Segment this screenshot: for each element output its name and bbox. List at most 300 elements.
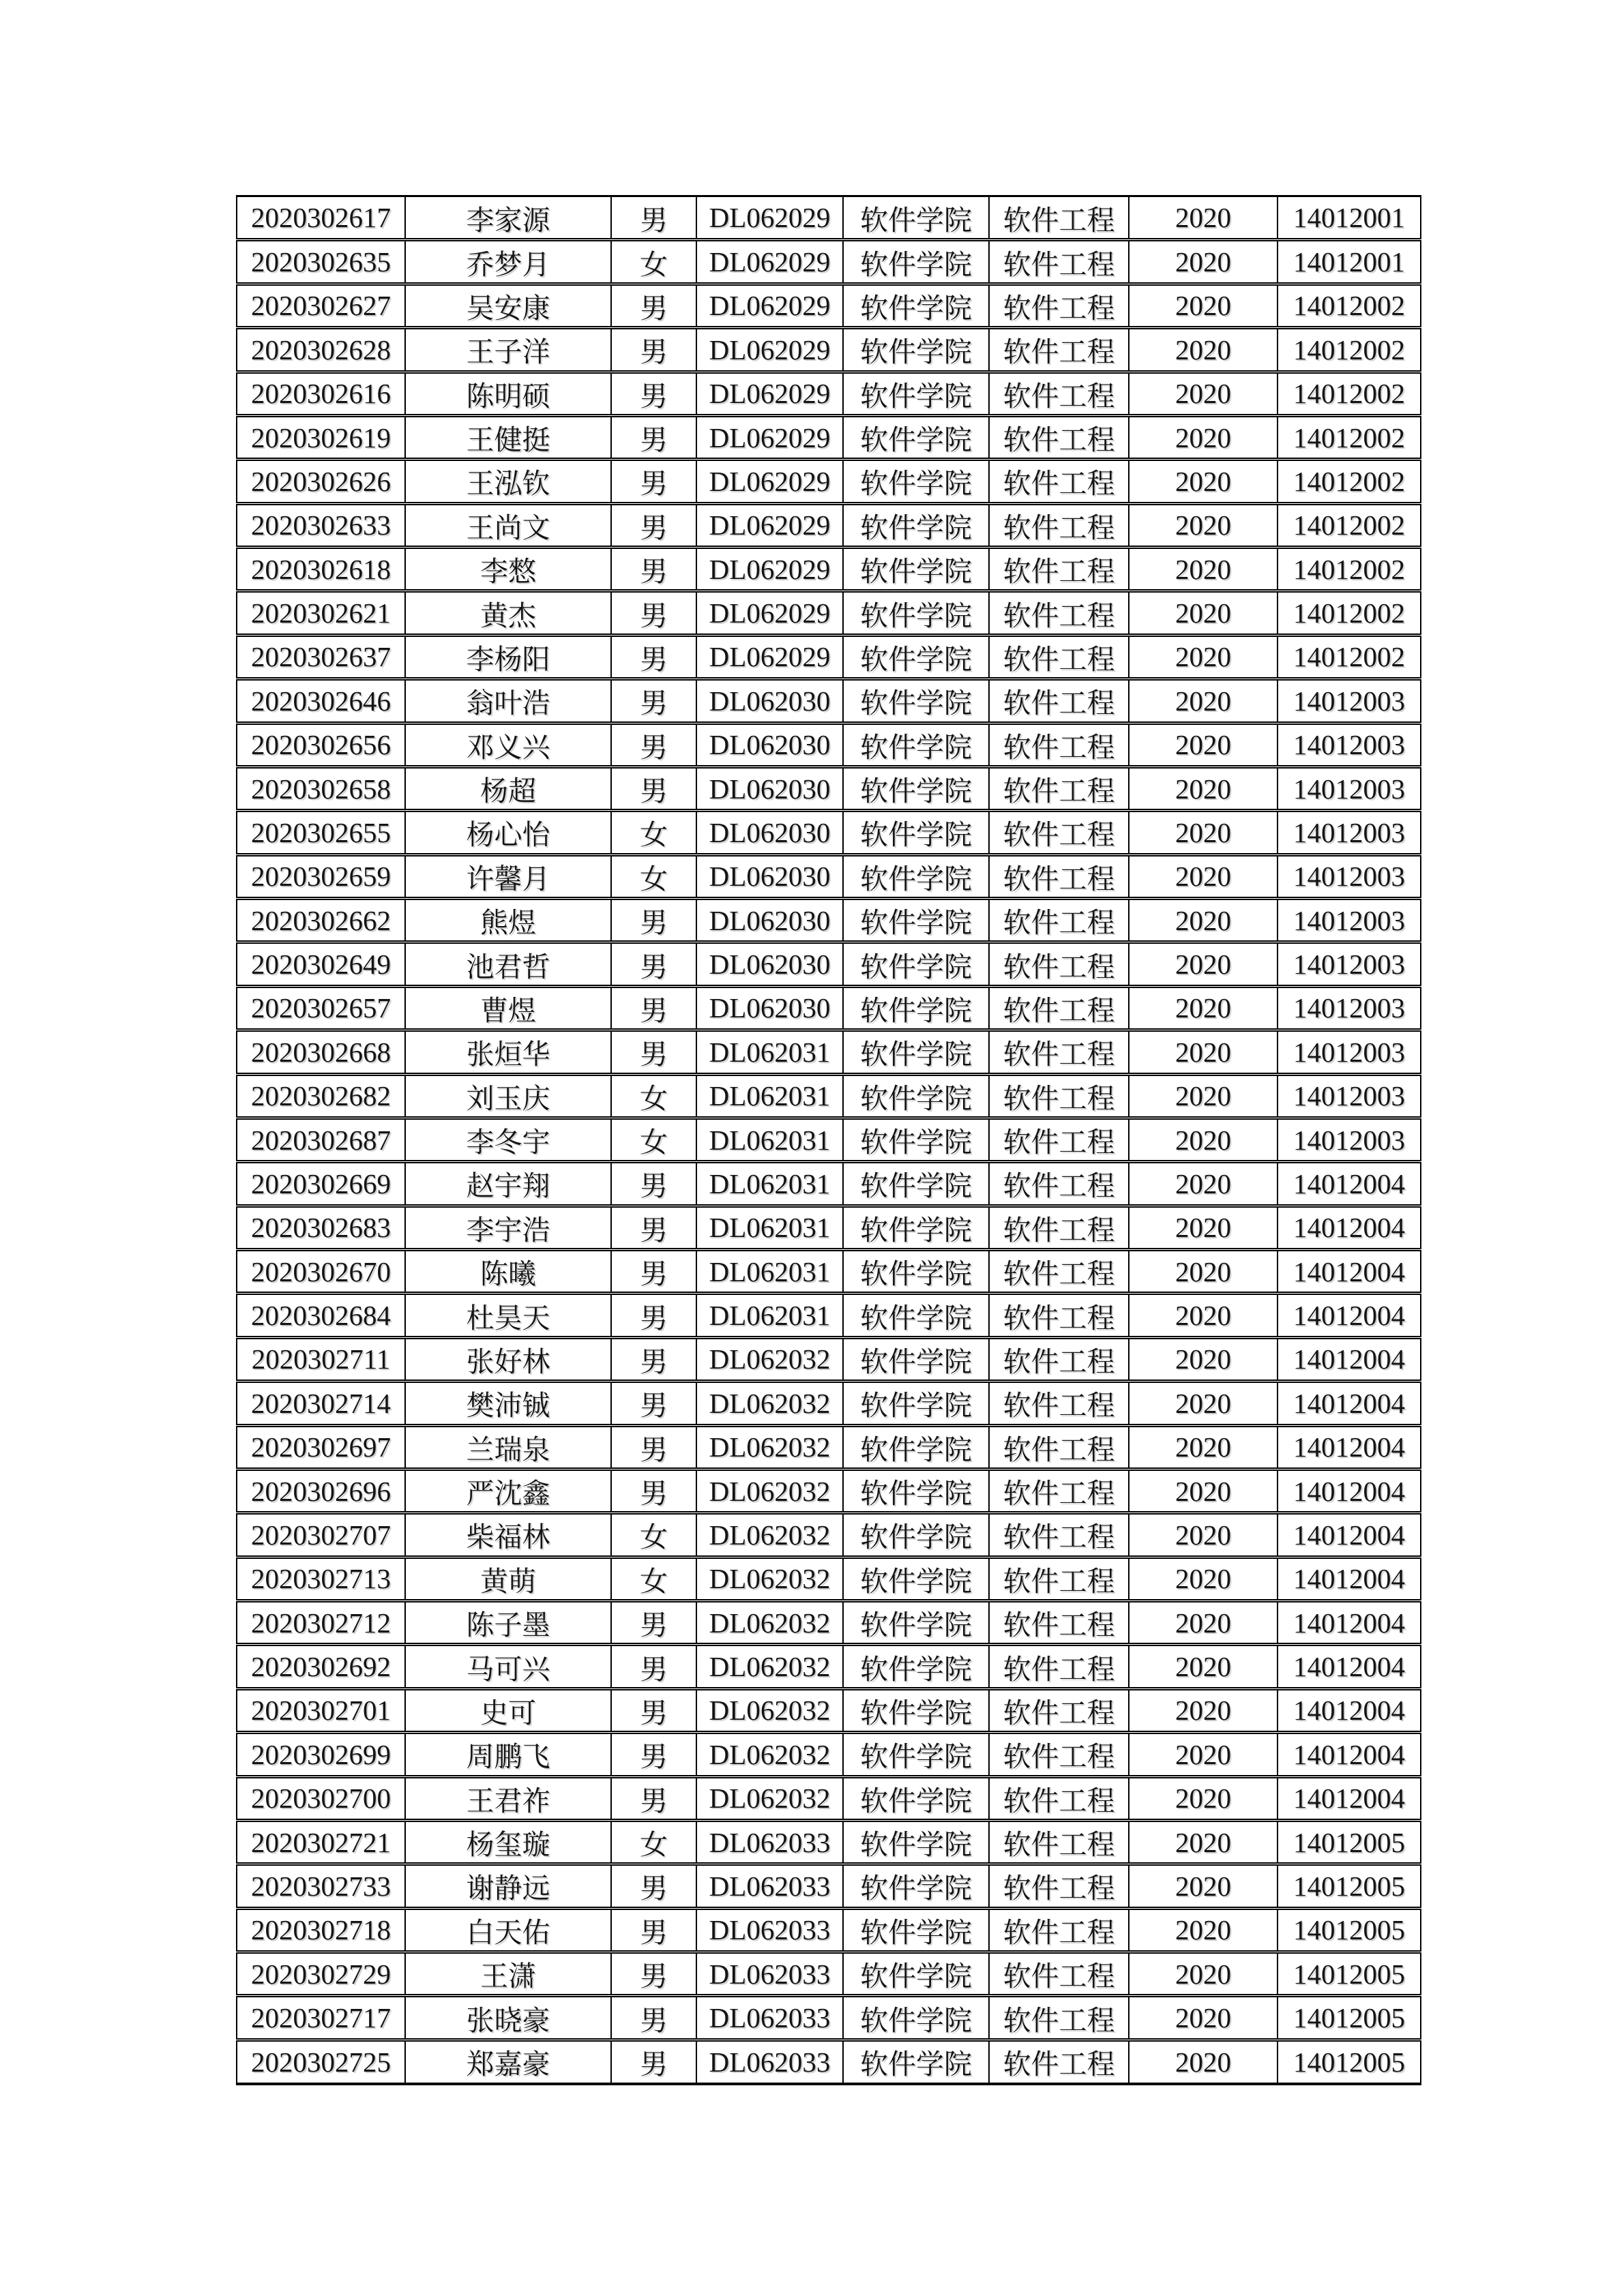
table-cell: 2020302618 bbox=[237, 548, 405, 591]
table-cell: 软件学院 bbox=[843, 1820, 989, 1864]
table-cell: 2020302619 bbox=[237, 415, 405, 459]
table-cell: 14012005 bbox=[1278, 1952, 1421, 1996]
table-cell: 2020 bbox=[1129, 766, 1278, 810]
table-cell: 软件学院 bbox=[843, 986, 989, 1030]
table-cell: 软件学院 bbox=[843, 328, 989, 372]
table-cell: 2020 bbox=[1129, 1206, 1278, 1249]
table-cell: DL062029 bbox=[696, 284, 843, 327]
table-cell: DL062032 bbox=[696, 1513, 843, 1557]
table-cell: DL062031 bbox=[696, 1250, 843, 1294]
table-cell: 2020302717 bbox=[237, 1996, 405, 2040]
table-cell: 赵宇翔 bbox=[405, 1162, 611, 1206]
table-cell: 软件学院 bbox=[843, 766, 989, 810]
table-cell: 2020302670 bbox=[237, 1250, 405, 1294]
table-cell: 2020 bbox=[1129, 240, 1278, 284]
table-cell: 2020 bbox=[1129, 1469, 1278, 1512]
table-cell: 软件工程 bbox=[989, 635, 1129, 679]
table-row bbox=[237, 1820, 1421, 1864]
table-row bbox=[237, 1601, 1421, 1645]
table-cell: 男 bbox=[611, 1601, 696, 1645]
table-cell: 14012005 bbox=[1278, 2040, 1421, 2084]
table-cell: 男 bbox=[611, 766, 696, 810]
table-cell: 男 bbox=[611, 1469, 696, 1512]
table-cell: 软件学院 bbox=[843, 548, 989, 591]
table-cell: 2020 bbox=[1129, 1996, 1278, 2040]
table-cell: 14012004 bbox=[1278, 1733, 1421, 1776]
table-cell: 女 bbox=[611, 1513, 696, 1557]
table-cell: 白天佑 bbox=[405, 1908, 611, 1952]
table-cell: 14012004 bbox=[1278, 1382, 1421, 1425]
table-cell: 2020302692 bbox=[237, 1645, 405, 1688]
table-cell: 杜昊天 bbox=[405, 1294, 611, 1337]
table-cell: 软件工程 bbox=[989, 372, 1129, 415]
table-cell: 2020302649 bbox=[237, 942, 405, 986]
table-cell: 14012004 bbox=[1278, 1557, 1421, 1600]
table-row bbox=[237, 1557, 1421, 1600]
table-cell: 软件工程 bbox=[989, 1250, 1129, 1294]
table-cell: 男 bbox=[611, 1688, 696, 1732]
table-cell: 2020302617 bbox=[237, 196, 405, 240]
table-cell: 女 bbox=[611, 1820, 696, 1864]
table-cell: 2020302669 bbox=[237, 1162, 405, 1206]
table-cell: 软件工程 bbox=[989, 1557, 1129, 1600]
table-cell: 2020 bbox=[1129, 1908, 1278, 1952]
table-cell: 软件学院 bbox=[843, 1688, 989, 1732]
table-cell: 2020 bbox=[1129, 811, 1278, 854]
table-cell: 软件工程 bbox=[989, 548, 1129, 591]
table-cell: 2020 bbox=[1129, 503, 1278, 547]
table-cell: 2020 bbox=[1129, 723, 1278, 766]
table-cell: 2020302668 bbox=[237, 1030, 405, 1074]
table-cell: 软件工程 bbox=[989, 1206, 1129, 1249]
table-cell: 2020302687 bbox=[237, 1118, 405, 1161]
table-cell: 软件学院 bbox=[843, 1030, 989, 1074]
table-cell: 周鹏飞 bbox=[405, 1733, 611, 1776]
table-cell: DL062032 bbox=[696, 1601, 843, 1645]
table-cell: 软件工程 bbox=[989, 1513, 1129, 1557]
table-row bbox=[237, 328, 1421, 372]
table-cell: 2020 bbox=[1129, 1030, 1278, 1074]
table-cell: 2020302711 bbox=[237, 1337, 405, 1381]
table-cell: 2020302700 bbox=[237, 1776, 405, 1820]
table-cell: 男 bbox=[611, 1733, 696, 1776]
table-cell: 男 bbox=[611, 548, 696, 591]
table-cell: 14012003 bbox=[1278, 899, 1421, 942]
table-cell: DL062032 bbox=[696, 1776, 843, 1820]
table-cell: 男 bbox=[611, 1382, 696, 1425]
table-cell: 2020302729 bbox=[237, 1952, 405, 1996]
table-cell: 黄杰 bbox=[405, 591, 611, 635]
table-cell: DL062032 bbox=[696, 1557, 843, 1600]
table-cell: 14012004 bbox=[1278, 1469, 1421, 1512]
table-row bbox=[237, 1118, 1421, 1161]
table-cell: 14012004 bbox=[1278, 1645, 1421, 1688]
table-cell: 14012005 bbox=[1278, 1908, 1421, 1952]
table-cell: 男 bbox=[611, 1250, 696, 1294]
table-cell: 软件学院 bbox=[843, 811, 989, 854]
table-row bbox=[237, 1294, 1421, 1337]
table-cell: 2020 bbox=[1129, 1688, 1278, 1732]
table-cell: 男 bbox=[611, 942, 696, 986]
table-cell: 2020302659 bbox=[237, 854, 405, 898]
table-cell: 2020302712 bbox=[237, 1601, 405, 1645]
table-cell: 软件工程 bbox=[989, 899, 1129, 942]
table-cell: 男 bbox=[611, 1162, 696, 1206]
table-cell: 软件工程 bbox=[989, 854, 1129, 898]
table-cell: DL062032 bbox=[696, 1382, 843, 1425]
table-cell: 男 bbox=[611, 196, 696, 240]
table-cell: 2020302713 bbox=[237, 1557, 405, 1600]
table-row bbox=[237, 1908, 1421, 1952]
table-cell: 14012005 bbox=[1278, 1864, 1421, 1908]
student-roster-table bbox=[236, 195, 1421, 2085]
table-cell: 2020302646 bbox=[237, 679, 405, 723]
table-cell: 男 bbox=[611, 460, 696, 503]
table-cell: 兰瑞泉 bbox=[405, 1425, 611, 1469]
table-cell: 李冬宇 bbox=[405, 1118, 611, 1161]
table-cell: 软件学院 bbox=[843, 679, 989, 723]
table-cell: 男 bbox=[611, 1206, 696, 1249]
table-cell: 软件学院 bbox=[843, 1425, 989, 1469]
table-cell: 14012002 bbox=[1278, 415, 1421, 459]
table-cell: DL062031 bbox=[696, 1118, 843, 1161]
table-cell: 软件工程 bbox=[989, 1645, 1129, 1688]
table-cell: 2020 bbox=[1129, 1513, 1278, 1557]
table-row bbox=[237, 1074, 1421, 1118]
table-row bbox=[237, 2040, 1421, 2084]
table-cell: 池君哲 bbox=[405, 942, 611, 986]
table-cell: 软件学院 bbox=[843, 1250, 989, 1294]
table-cell: 软件学院 bbox=[843, 1776, 989, 1820]
table-cell: 软件学院 bbox=[843, 899, 989, 942]
table-cell: 杨超 bbox=[405, 766, 611, 810]
table-cell: 乔梦月 bbox=[405, 240, 611, 284]
table-cell: 女 bbox=[611, 240, 696, 284]
table-cell: 软件学院 bbox=[843, 196, 989, 240]
table-cell: DL062029 bbox=[696, 460, 843, 503]
table-cell: 软件工程 bbox=[989, 1776, 1129, 1820]
table-row bbox=[237, 460, 1421, 503]
table-cell: 14012004 bbox=[1278, 1206, 1421, 1249]
table-cell: 14012004 bbox=[1278, 1162, 1421, 1206]
table-cell: 柴福林 bbox=[405, 1513, 611, 1557]
table-cell: 14012002 bbox=[1278, 591, 1421, 635]
table-cell: 软件学院 bbox=[843, 1733, 989, 1776]
table-cell: 2020302682 bbox=[237, 1074, 405, 1118]
table-cell: 软件工程 bbox=[989, 1337, 1129, 1381]
table-cell: 女 bbox=[611, 1074, 696, 1118]
table-cell: 2020 bbox=[1129, 1118, 1278, 1161]
table-row bbox=[237, 372, 1421, 415]
table-cell: 14012002 bbox=[1278, 328, 1421, 372]
table-row bbox=[237, 1952, 1421, 1996]
table-cell: 软件学院 bbox=[843, 1864, 989, 1908]
table-row bbox=[237, 503, 1421, 547]
table-row bbox=[237, 1382, 1421, 1425]
table-cell: 男 bbox=[611, 1908, 696, 1952]
table-cell: 软件工程 bbox=[989, 986, 1129, 1030]
table-cell: 14012003 bbox=[1278, 679, 1421, 723]
table-cell: 软件学院 bbox=[843, 1118, 989, 1161]
table-cell: DL062029 bbox=[696, 591, 843, 635]
table-cell: 软件学院 bbox=[843, 1294, 989, 1337]
table-cell: 14012002 bbox=[1278, 460, 1421, 503]
table-cell: DL062030 bbox=[696, 986, 843, 1030]
table-cell: DL062029 bbox=[696, 328, 843, 372]
table-cell: DL062031 bbox=[696, 1206, 843, 1249]
table-cell: 2020 bbox=[1129, 1820, 1278, 1864]
table-cell: 软件工程 bbox=[989, 1030, 1129, 1074]
table-cell: 软件工程 bbox=[989, 328, 1129, 372]
table-cell: 14012004 bbox=[1278, 1337, 1421, 1381]
table-cell: 曹煜 bbox=[405, 986, 611, 1030]
table-cell: 2020302725 bbox=[237, 2040, 405, 2084]
table-row bbox=[237, 635, 1421, 679]
table-cell: 2020302658 bbox=[237, 766, 405, 810]
table-cell: 2020 bbox=[1129, 1776, 1278, 1820]
table-cell: 2020302718 bbox=[237, 1908, 405, 1952]
table-cell: DL062032 bbox=[696, 1645, 843, 1688]
table-row bbox=[237, 1513, 1421, 1557]
table-cell: 樊沛铖 bbox=[405, 1382, 611, 1425]
table-row bbox=[237, 1864, 1421, 1908]
table-cell: 软件学院 bbox=[843, 1952, 989, 1996]
table-cell: DL062029 bbox=[696, 635, 843, 679]
table-cell: 软件工程 bbox=[989, 1382, 1129, 1425]
table-cell: 软件工程 bbox=[989, 1469, 1129, 1512]
table-cell: DL062030 bbox=[696, 723, 843, 766]
table-cell: 王君祚 bbox=[405, 1776, 611, 1820]
table-cell: DL062031 bbox=[696, 1294, 843, 1337]
table-cell: 2020302721 bbox=[237, 1820, 405, 1864]
table-cell: 14012003 bbox=[1278, 1030, 1421, 1074]
table-cell: 14012002 bbox=[1278, 372, 1421, 415]
table-cell: 软件学院 bbox=[843, 854, 989, 898]
table-cell: 14012003 bbox=[1278, 766, 1421, 810]
table-cell: DL062032 bbox=[696, 1425, 843, 1469]
table-cell: DL062033 bbox=[696, 1864, 843, 1908]
table-cell: 软件学院 bbox=[843, 1557, 989, 1600]
table-cell: 马可兴 bbox=[405, 1645, 611, 1688]
table-row bbox=[237, 1425, 1421, 1469]
table-cell: 男 bbox=[611, 415, 696, 459]
table-cell: 软件学院 bbox=[843, 1908, 989, 1952]
table-cell: 软件工程 bbox=[989, 591, 1129, 635]
table-cell: 邓义兴 bbox=[405, 723, 611, 766]
table-cell: 软件学院 bbox=[843, 1162, 989, 1206]
table-cell: 软件工程 bbox=[989, 196, 1129, 240]
table-cell: 2020302633 bbox=[237, 503, 405, 547]
table-cell: 男 bbox=[611, 372, 696, 415]
table-cell: DL062030 bbox=[696, 811, 843, 854]
table-cell: 软件工程 bbox=[989, 942, 1129, 986]
table-cell: 14012003 bbox=[1278, 986, 1421, 1030]
table-cell: 2020 bbox=[1129, 679, 1278, 723]
table-row bbox=[237, 1030, 1421, 1074]
table-cell: 2020 bbox=[1129, 1601, 1278, 1645]
table-cell: 2020302707 bbox=[237, 1513, 405, 1557]
table-cell: 2020 bbox=[1129, 1645, 1278, 1688]
table-cell: 2020302714 bbox=[237, 1382, 405, 1425]
table-cell: 软件工程 bbox=[989, 811, 1129, 854]
table-cell: 女 bbox=[611, 1557, 696, 1600]
table-row bbox=[237, 986, 1421, 1030]
table-cell: 14012005 bbox=[1278, 1996, 1421, 2040]
table-cell: 女 bbox=[611, 1118, 696, 1161]
table-cell: 2020 bbox=[1129, 460, 1278, 503]
table-cell: 软件学院 bbox=[843, 1469, 989, 1512]
table-cell: 2020302616 bbox=[237, 372, 405, 415]
table-cell: 软件工程 bbox=[989, 1074, 1129, 1118]
table-cell: 14012002 bbox=[1278, 635, 1421, 679]
table-cell: 许馨月 bbox=[405, 854, 611, 898]
table-cell: 李憗 bbox=[405, 548, 611, 591]
table-cell: 男 bbox=[611, 1337, 696, 1381]
table-cell: 史可 bbox=[405, 1688, 611, 1732]
table-row bbox=[237, 1645, 1421, 1688]
table-cell: DL062032 bbox=[696, 1733, 843, 1776]
table-cell: 软件工程 bbox=[989, 1601, 1129, 1645]
table-cell: 男 bbox=[611, 1645, 696, 1688]
table-cell: 2020 bbox=[1129, 1294, 1278, 1337]
table-cell: 谢静远 bbox=[405, 1864, 611, 1908]
table-cell: 软件学院 bbox=[843, 284, 989, 327]
table-row bbox=[237, 679, 1421, 723]
table-cell: 2020302699 bbox=[237, 1733, 405, 1776]
table-cell: 2020 bbox=[1129, 854, 1278, 898]
table-cell: 2020302628 bbox=[237, 328, 405, 372]
table-cell: 男 bbox=[611, 503, 696, 547]
table-cell: 14012001 bbox=[1278, 196, 1421, 240]
table-row bbox=[237, 1469, 1421, 1512]
table-cell: DL062032 bbox=[696, 1688, 843, 1732]
table-cell: 软件工程 bbox=[989, 2040, 1129, 2084]
table-cell: 2020302656 bbox=[237, 723, 405, 766]
table-cell: DL062029 bbox=[696, 196, 843, 240]
table-cell: 14012004 bbox=[1278, 1601, 1421, 1645]
table-cell: 张烜华 bbox=[405, 1030, 611, 1074]
table-cell: 软件工程 bbox=[989, 1908, 1129, 1952]
table-cell: 14012003 bbox=[1278, 1118, 1421, 1161]
table-cell: 男 bbox=[611, 1030, 696, 1074]
table-cell: 软件工程 bbox=[989, 1162, 1129, 1206]
table-cell: 软件工程 bbox=[989, 1294, 1129, 1337]
table-cell: 男 bbox=[611, 1864, 696, 1908]
table-cell: 14012004 bbox=[1278, 1294, 1421, 1337]
table-cell: 2020 bbox=[1129, 1864, 1278, 1908]
table-cell: 男 bbox=[611, 1952, 696, 1996]
table-cell: 陈曦 bbox=[405, 1250, 611, 1294]
table-cell: 男 bbox=[611, 2040, 696, 2084]
table-row bbox=[237, 766, 1421, 810]
table-cell: 软件学院 bbox=[843, 942, 989, 986]
table-cell: 2020 bbox=[1129, 1557, 1278, 1600]
table-cell: 14012004 bbox=[1278, 1688, 1421, 1732]
table-cell: 2020302683 bbox=[237, 1206, 405, 1249]
table-cell: 14012002 bbox=[1278, 503, 1421, 547]
table-cell: 2020302696 bbox=[237, 1469, 405, 1512]
table-cell: 女 bbox=[611, 811, 696, 854]
table-cell: 李家源 bbox=[405, 196, 611, 240]
table-cell: 王泓钦 bbox=[405, 460, 611, 503]
table-cell: 2020302626 bbox=[237, 460, 405, 503]
table-cell: 14012004 bbox=[1278, 1776, 1421, 1820]
table-cell: 2020302733 bbox=[237, 1864, 405, 1908]
table-cell: 2020 bbox=[1129, 1162, 1278, 1206]
table-cell: 软件工程 bbox=[989, 284, 1129, 327]
table-cell: 2020302621 bbox=[237, 591, 405, 635]
table-row bbox=[237, 415, 1421, 459]
table-cell: 2020 bbox=[1129, 196, 1278, 240]
table-cell: 男 bbox=[611, 986, 696, 1030]
table-cell: 2020 bbox=[1129, 1337, 1278, 1381]
table-cell: 软件工程 bbox=[989, 503, 1129, 547]
table-cell: DL062033 bbox=[696, 1820, 843, 1864]
table-row bbox=[237, 548, 1421, 591]
table-cell: DL062030 bbox=[696, 766, 843, 810]
table-cell: 2020 bbox=[1129, 1733, 1278, 1776]
table-cell: 软件学院 bbox=[843, 635, 989, 679]
table-cell: 软件工程 bbox=[989, 1820, 1129, 1864]
table-row bbox=[237, 1337, 1421, 1381]
table-row bbox=[237, 591, 1421, 635]
table-cell: 2020 bbox=[1129, 635, 1278, 679]
table-cell: 14012003 bbox=[1278, 723, 1421, 766]
table-cell: 软件学院 bbox=[843, 415, 989, 459]
table-cell: DL062033 bbox=[696, 2040, 843, 2084]
table-cell: 张好林 bbox=[405, 1337, 611, 1381]
table-cell: DL062031 bbox=[696, 1162, 843, 1206]
table-row bbox=[237, 196, 1421, 240]
table-cell: 黄萌 bbox=[405, 1557, 611, 1600]
table-cell: 软件学院 bbox=[843, 1206, 989, 1249]
table-cell: 男 bbox=[611, 328, 696, 372]
table-cell: 2020302697 bbox=[237, 1425, 405, 1469]
table-row bbox=[237, 1733, 1421, 1776]
table-cell: DL062032 bbox=[696, 1469, 843, 1512]
table-cell: 软件学院 bbox=[843, 1382, 989, 1425]
table-cell: 2020302637 bbox=[237, 635, 405, 679]
table-cell: 2020302657 bbox=[237, 986, 405, 1030]
table-cell: 张晓豪 bbox=[405, 1996, 611, 2040]
table-row bbox=[237, 1996, 1421, 2040]
table-cell: 软件学院 bbox=[843, 1513, 989, 1557]
table-cell: 吴安康 bbox=[405, 284, 611, 327]
table-row bbox=[237, 1688, 1421, 1732]
table-cell: 软件工程 bbox=[989, 1733, 1129, 1776]
table-cell: 男 bbox=[611, 899, 696, 942]
table-cell: 王子洋 bbox=[405, 328, 611, 372]
table-cell: 2020302655 bbox=[237, 811, 405, 854]
table-cell: 男 bbox=[611, 284, 696, 327]
table-cell: 软件工程 bbox=[989, 240, 1129, 284]
table-cell: 2020 bbox=[1129, 328, 1278, 372]
table-cell: 14012004 bbox=[1278, 1513, 1421, 1557]
table-cell: DL062030 bbox=[696, 854, 843, 898]
table-cell: DL062032 bbox=[696, 1337, 843, 1381]
table-cell: 软件学院 bbox=[843, 1074, 989, 1118]
table-row bbox=[237, 1250, 1421, 1294]
table-row bbox=[237, 1162, 1421, 1206]
table-cell: 2020 bbox=[1129, 1250, 1278, 1294]
table-cell: 2020 bbox=[1129, 1074, 1278, 1118]
table-cell: 软件工程 bbox=[989, 460, 1129, 503]
table-cell: 软件工程 bbox=[989, 1688, 1129, 1732]
table-cell: 男 bbox=[611, 1776, 696, 1820]
table-cell: 翁叶浩 bbox=[405, 679, 611, 723]
table-cell: 14012004 bbox=[1278, 1425, 1421, 1469]
table-row bbox=[237, 1206, 1421, 1249]
